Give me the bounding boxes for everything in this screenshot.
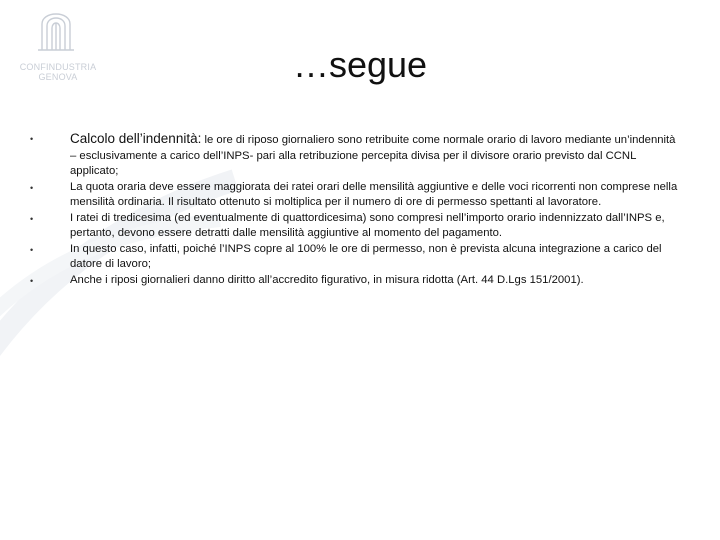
list-item: [28, 242, 678, 273]
bullet-icon: •: [30, 213, 34, 224]
list-item: [28, 273, 678, 289]
logo-line-1: CONFINDUSTRIA: [19, 62, 97, 72]
bullet-icon: •: [30, 134, 34, 144]
slide-title: …segue: [292, 44, 428, 85]
bullet-icon: •: [30, 182, 34, 193]
list-item: [28, 180, 678, 211]
bullet-text: le ore di riposo giornaliero sono retribuite come normale orario di lavoro mediante un’indennità – esclusivamente a carico dell’INPS- pari alla retribuzione percepita divisa per il divisore orario previsto dal CCNL applicato;: [70, 134, 676, 177]
bullet-icon: •: [30, 244, 34, 255]
list-item: [28, 131, 678, 180]
bullet-lead: Calcolo dell’indennità:: [70, 131, 202, 146]
bullet-text: La quota oraria deve essere maggiorata dei ratei orari delle mensilità aggiuntive e delle voci ricorrenti non comprese nella mensilità ordinaria. Il risultato ottenuto si moltiplica per il numero di ore di permesso spettanti al lavoratore.: [70, 180, 678, 208]
bullet-text: In questo caso, infatti, poiché l’INPS copre al 100% le ore di permesso, non è prevista alcuna integrazione a carico del datore di lavoro;: [70, 242, 662, 270]
logo-line-2: GENOVA: [38, 72, 78, 82]
bullet-text: I ratei di tredicesima (ed eventualmente di quattordicesima) sono compresi nell’importo orario indennizzato dall’INPS e, pertanto, devono essere detratti dalle mensilità aggiuntive al momento del pagamento.: [70, 211, 665, 239]
bullet-icon: •: [30, 275, 34, 286]
bullet-list: [28, 131, 678, 288]
list-item: [28, 211, 678, 242]
bullet-text: Anche i riposi giornalieri danno diritto all’accredito figurativo, in misura ridotta (Art. 44 D.Lgs 151/2001).: [70, 273, 584, 286]
